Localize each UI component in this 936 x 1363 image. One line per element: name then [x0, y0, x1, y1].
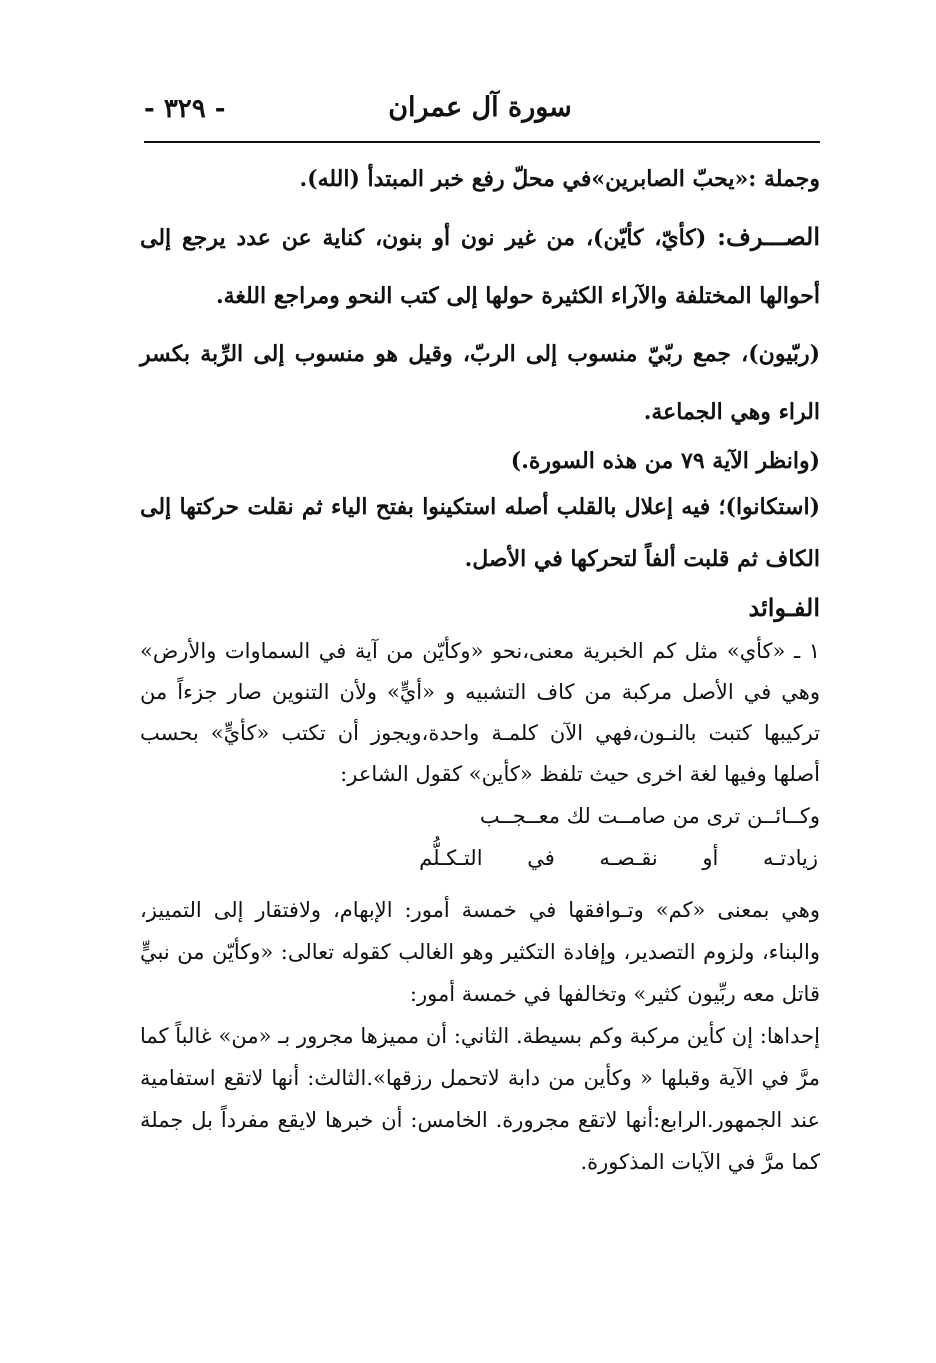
- paragraph-sentence-analysis: وجملة :«يحبّ الصابرين»في محلّ رفع خبر المبتدأ (الله).: [299, 166, 820, 192]
- fawaid-paragraph-2: وهي بمعنى «كم» وتـوافقها في خمسة أمور: الإبهام، ولافتقار إلى التمييز، والبناء، ولزوم التصدير، وإفادة التكثير وهو الغالب كقوله تعالى: «وكأيّن من نبيٍّ قاتل معه ربِّيون كثير» وتخالفها في خمسة أمور:: [140, 898, 820, 1006]
- fawaid-heading: الفـوائد: [748, 593, 820, 622]
- page-header: [140, 92, 820, 134]
- paragraph-ribbiyun: (ربّيون)، جمع ربّيّ منسوب إلى الربّ، وقيل هو منسوب إلى الرِّبة بكسر الراء وهي الجماعة.: [140, 341, 820, 425]
- poetry-verse-line-1: وكــائــن ترى من صامــت لك معــجــب: [479, 804, 820, 828]
- page-number: - ٣٢٩ -: [144, 94, 226, 124]
- paragraph-see-verse: (وانظر الآية ٧٩ من هذه السورة.): [510, 448, 820, 474]
- page-body: [140, 150, 820, 1183]
- paragraph-istakanu: (استكانوا)؛ فيه إعلال بالقلب أصله استكينوا بفتح الياء ثم نقلت حركتها إلى الكاف ثم قلبت ألفاً لتحركها في الأصل.: [140, 494, 820, 572]
- fawaid-paragraph-3: إحداها: إن كأين مركبة وكم بسيطة. الثاني: أن مميزها مجرور بـ «من» غالباً كما مرَّ في الآية وقبلها « وكأين من دابة لاتحمل رزقها».الثالث: أنها لاتقع استفامية عند الجمهور.الرابع:أنها لاتقع مجرورة. الخامس: أن خبرها لايقع مفرداً بل جملة كما مرَّ في الآيات المذكورة.: [140, 1024, 820, 1174]
- morphology-text: (كأيّ، كأيّن)، من غير نون أو بنون، كناية عن عدد يرجع إلى أحوالها المختلفة والآراء الكثيرة حولها إلى كتب النحو ومراجع اللغة.: [140, 225, 820, 309]
- spacer: [140, 879, 820, 889]
- fawaid-paragraph-1: ١ ـ «كأي» مثل كم الخبرية معنى،نحو «وكأيّن من آية في السماوات والأرض» وهي في الأصل مركبة من كاف التشبيه و «أيٍّ» ولأن التنوين صار جزءاً من تركيبها كتبت بالنـون،فهي الآن كلمـة واحدة،ويجوز أن تكتب «كأيٍّ» بحسب أصلها وفيها لغة اخرى حيث تلفظ «كأين» كقول الشاعر:: [140, 639, 820, 786]
- poetry-verse-line-2: زيادتـه أو نقـصـه في التـكـلُّم: [419, 846, 818, 870]
- paragraph-morphology: [140, 208, 820, 325]
- surah-title: سورة آل عمران: [388, 92, 572, 123]
- header-divider: [144, 141, 820, 143]
- morphology-term: الصـــرف:: [717, 222, 820, 251]
